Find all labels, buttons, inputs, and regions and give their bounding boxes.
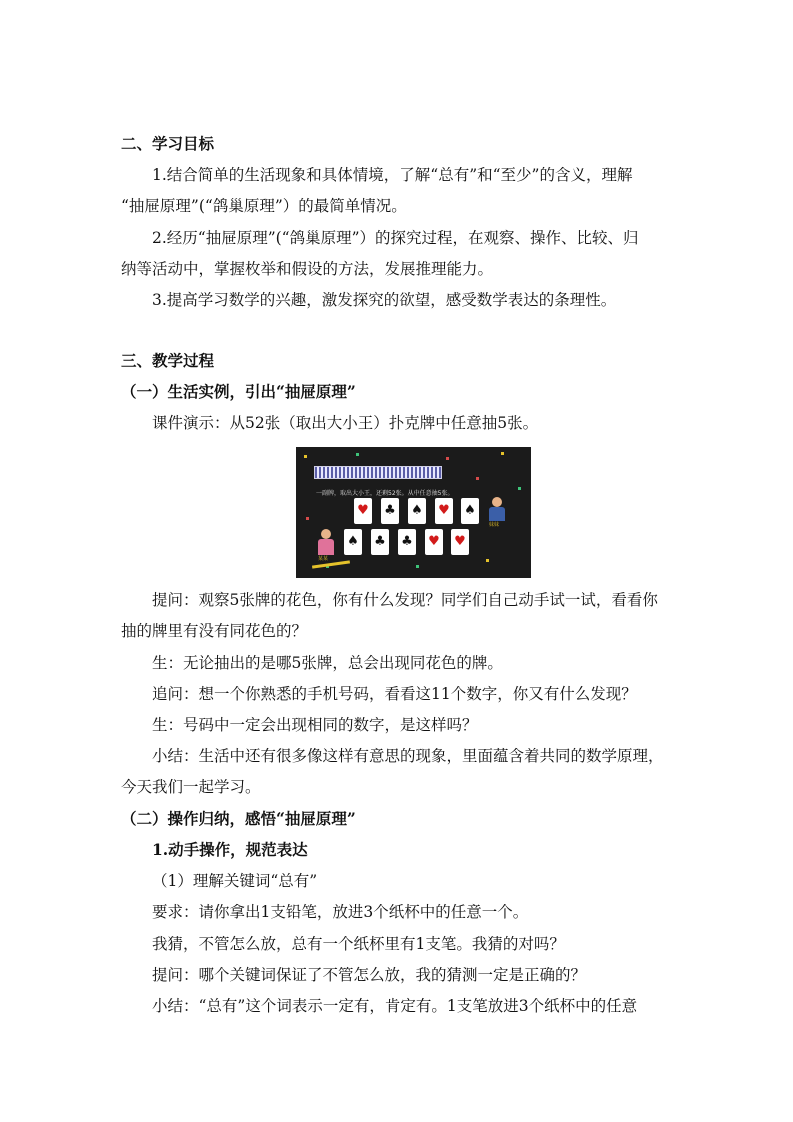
student-answer-1: 生：无论抽出的是哪5张牌，总会出现同花色的牌。 — [152, 654, 503, 672]
card-bottom-3: ♣ — [398, 529, 416, 555]
boy-figure — [489, 497, 505, 528]
question-1-line-1: 提问：观察5张牌的花色，你有什么发现？同学们自己动手试一试，看看你 — [152, 591, 658, 609]
student-answer-2: 生：号码中一定会出现相同的数字，是这样吗？ — [152, 716, 478, 734]
card-top-2: ♣ — [381, 498, 399, 524]
subsection-2-1-heading: 1.动手操作，规范表达 — [152, 840, 308, 859]
summary-2: 小结：“总有”这个词表示一定有，肯定有。1支笔放进3个纸杯中的任意 — [152, 997, 638, 1015]
guess-text: 我猜，不管怎么放，总有一个纸杯里有1支笔。我猜的对吗？ — [152, 935, 565, 953]
objective-2-line-2: 纳等活动中，掌握枚举和假设的方法，发展推理能力。 — [121, 260, 494, 278]
demo-text: 课件演示：从52张（取出大小王）扑克牌中任意抽5张。 — [152, 414, 539, 432]
objective-2-line-1: 2.经历“抽屉原理”(“鸽巢原理”）的探究过程，在观察、操作、比较、归 — [152, 229, 639, 247]
card-bottom-5: ♥ — [451, 529, 469, 555]
courseware-slide-image — [296, 447, 531, 578]
requirement-text: 要求：请你拿出1支铅笔，放进3个纸杯中的任意一个。 — [152, 903, 529, 921]
summary-1-line-1: 小结：生活中还有很多像这样有意思的现象，里面蕴含着共同的数学原理， — [152, 747, 664, 765]
question-2: 追问：想一个你熟悉的手机号码，看看这11个数字，你又有什么发现？ — [152, 685, 637, 703]
card-bottom-4: ♥ — [425, 529, 443, 555]
card-top-3: ♠ — [408, 498, 426, 524]
girl-figure — [318, 529, 334, 562]
section-3-heading: 三、教学过程 — [121, 351, 215, 370]
card-top-1: ♥ — [354, 498, 372, 524]
boy-label: 妹妹 — [489, 522, 500, 528]
slide-caption: 一副牌，取出大小王，还剩52张。从中任意抽5张。 — [316, 490, 454, 497]
question-1-line-2: 抽的牌里有没有同花色的？ — [121, 622, 308, 640]
objective-1-line-2: “抽屉原理”(“鸽巢原理”）的最简单情况。 — [121, 197, 407, 215]
card-bottom-2: ♣ — [371, 529, 389, 555]
card-top-4: ♥ — [435, 498, 453, 524]
subsection-1-heading: （一）生活实例，引出“抽屉原理” — [121, 382, 356, 401]
question-3: 提问：哪个关键词保证了不管怎么放，我的猜测一定是正确的？ — [152, 966, 587, 984]
summary-1-line-2: 今天我们一起学习。 — [121, 778, 261, 796]
objective-3: 3.提高学习数学的兴趣，激发探究的欲望，感受数学表达的条理性。 — [152, 291, 617, 309]
card-top-5: ♠ — [461, 498, 479, 524]
objective-1-line-1: 1.结合简单的生活现象和具体情境，了解“总有”和“至少”的含义，理解 — [152, 166, 633, 184]
subsection-2-heading: （二）操作归纳，感悟“抽屉原理” — [121, 809, 356, 828]
card-bottom-1: ♠ — [344, 529, 362, 555]
card-deck — [314, 466, 442, 479]
item-1-heading: （1）理解关键词“总有” — [152, 872, 318, 890]
girl-label: 某某 — [318, 556, 329, 562]
section-2-heading: 二、学习目标 — [121, 134, 215, 153]
